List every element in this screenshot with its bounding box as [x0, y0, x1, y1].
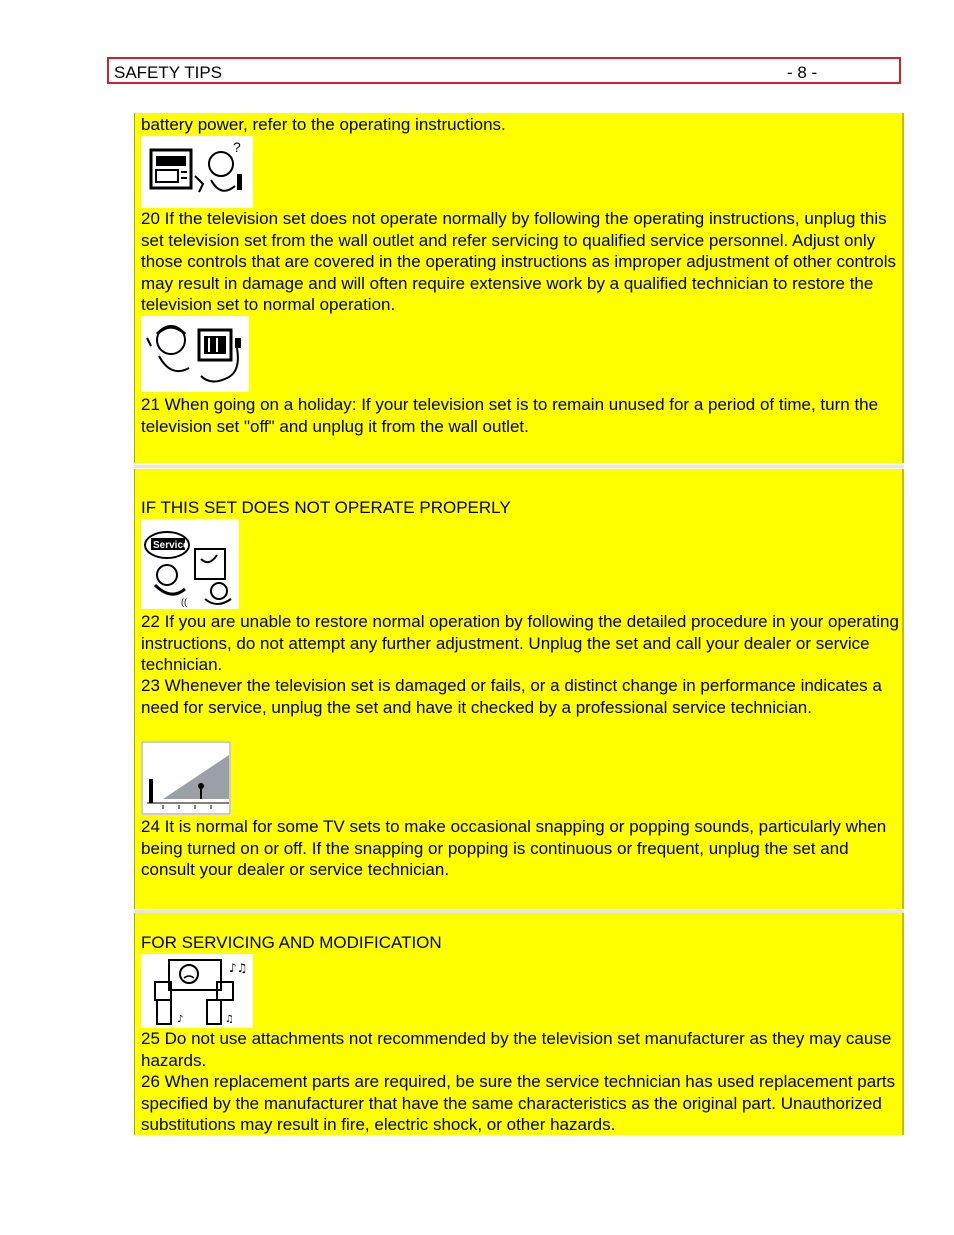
operation-problems-section [134, 469, 904, 909]
service-label: Service [153, 540, 189, 551]
section-divider [134, 465, 904, 468]
item-24-text: 24 It is normal for some TV sets to make occasional snapping or popping sounds, particularly when being turned on or off. If the snapping or popping is continuous or frequent, unplug the set and consult your dealer or service technician. [141, 817, 887, 879]
svg-text:?: ? [233, 139, 241, 155]
tv-reading-instructions-illustration [141, 136, 253, 208]
header-title: SAFETY TIPS [114, 63, 223, 82]
viewing-angle-diagram [141, 741, 231, 815]
svg-text:♫: ♫ [225, 1014, 234, 1025]
service-call-illustration [141, 519, 239, 609]
svg-text:♪: ♪ [177, 1014, 184, 1025]
intro-text: battery power, refer to the operating instructions. [141, 115, 506, 134]
person-unplugging-tv-illustration [141, 316, 249, 392]
item-20-text: 20 If the television set does not operate normally by following the operating instructions, unplug this set television set from the wall outlet and refer servicing to qualified service personnel. Adjust only those controls that are covered in the operating instructions as improper adjustment of other controls may result in damage and will often require extensive work by a qualified technician to restore the television set to normal operation. [141, 209, 897, 314]
section-heading: FOR SERVICING AND MODIFICATION [141, 933, 442, 952]
item-21-text: 21 When going on a holiday: If your television set is to remain unused for a period of time, turn the television set "off" and unplug it from the wall outlet. [141, 395, 879, 436]
item-23-text: 23 Whenever the television set is damaged or fails, or a distinct change in performance indicates a need for service, unplug the set and have it checked by a professional service technician. [141, 676, 882, 717]
svg-text:((: (( [181, 597, 187, 607]
item-22-text: 22 If you are unable to restore normal operation by following the detailed procedure in your operating instructions, do not attempt any further adjustment. Unplug the set and call your dealer or service technician. [141, 612, 899, 674]
item-26-text: 26 When replacement parts are required, be sure the service technician has used replacement parts specified by the manufacturer that have the same characteristics as the original part. Unauthorized substitutions may result in fire, electric shock, or other hazards. [141, 1072, 896, 1134]
svg-text:♪♫: ♪♫ [229, 961, 248, 975]
attachments-illustration [141, 954, 253, 1028]
servicing-modification-section [134, 913, 904, 1135]
page-number: - 8 - [787, 63, 818, 82]
item-25-text: 25 Do not use attachments not recommended by the television set manufacturer as they may cause hazards. [141, 1029, 892, 1070]
page-header [107, 57, 901, 84]
safety-section-continued [134, 113, 904, 463]
section-heading: IF THIS SET DOES NOT OPERATE PROPERLY [141, 498, 511, 517]
